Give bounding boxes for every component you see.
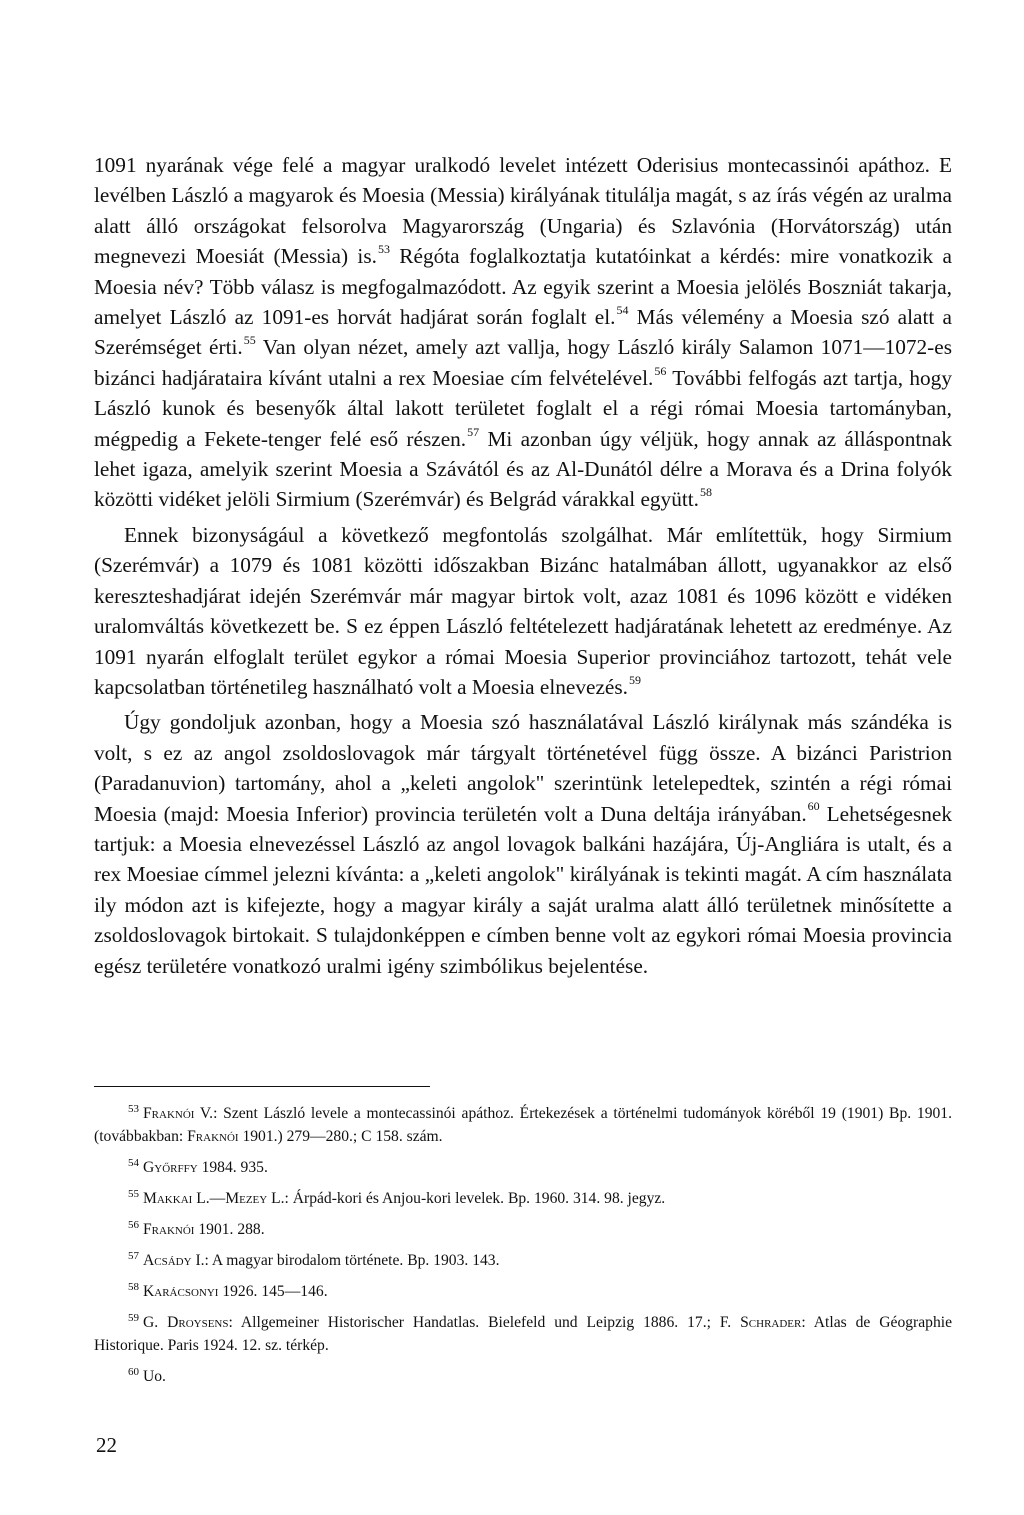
- footnote-item: [94, 1249, 952, 1272]
- footnote-item: [94, 1156, 952, 1179]
- paragraph: [94, 520, 952, 702]
- footnote-text: V.: Szent László levele a montecassinói apáthoz. Értekezések a történelmi tudományok köréből 19 (1901) Bp. 1901. (továbbakban:: [94, 1105, 952, 1145]
- footnote-item: [94, 1365, 952, 1388]
- footnote-reference[interactable]: 53: [377, 242, 390, 257]
- page-number: 22: [96, 1433, 117, 1457]
- footnote-text: 1901.) 279—280.; C 158. szám.: [238, 1128, 443, 1145]
- footnote-reference[interactable]: 59: [629, 672, 641, 687]
- author-name: Acsády: [143, 1252, 192, 1269]
- footnote-number: 55: [128, 1187, 139, 1200]
- footnote-text: I.: A magyar birodalom története. Bp. 1903. 143.: [191, 1252, 500, 1269]
- author-name: Makkai: [143, 1190, 193, 1207]
- footnote-item: [94, 1102, 952, 1148]
- author-name: Fraknói: [143, 1221, 195, 1238]
- text-run: Úgy gondoljuk azonban, hogy a Moesia szó használatával László királynak más szándéka is volt, s ez az angol zsoldoslovagok már tárgyalt történetével függ össze. A bizánci Paristrion (Paradanuvion) tartomány, ahol a „keleti angolok" szerintünk letelepedtek, szintén a régi római Moesia (majd: Moesia Inferior) provincia területén volt a Duna deltája irányában.: [94, 710, 952, 826]
- footnote-reference[interactable]: 57: [467, 424, 480, 439]
- footnote-reference[interactable]: 54: [616, 302, 629, 317]
- footnote-reference[interactable]: 60: [807, 799, 820, 814]
- footnote-text: : Allgemeiner Historischer Handatlas. Bielefeld und Leipzig 1886. 17.; F.: [228, 1314, 741, 1331]
- footnote-reference[interactable]: 58: [700, 485, 713, 500]
- footnotes: [94, 1102, 952, 1396]
- paragraph: [94, 150, 952, 515]
- footnote-reference[interactable]: 55: [243, 333, 256, 348]
- footnote-item: [94, 1187, 952, 1210]
- text-run: Van olyan nézet, amely azt vallja, hogy László király Salamon 1071—1072-es bizánci hadjárataira kívánt utalni a rex Moesiae cím felvételével.: [94, 335, 952, 390]
- footnote-number: 60: [128, 1365, 139, 1378]
- footnote-text: 1926. 145—146.: [218, 1283, 328, 1300]
- footnote-text: : Atlas de Géographie Historique. Paris 1924. 12. sz. térkép.: [94, 1314, 953, 1354]
- footnote-number: 54: [128, 1156, 139, 1169]
- footnote-text: L.: Árpád-kori és Anjou-kori levelek. Bp. 1960. 314. 98. jegyz.: [267, 1190, 666, 1207]
- text-run: További felfogás azt tartja, hogy László kunok és besenyők által lakott területet foglalt el a régi római Moesia tartományban, mégpedig a Fekete-tenger felé eső részen.: [94, 365, 952, 451]
- footnote-separator: [94, 1086, 430, 1087]
- text-run: 1091 nyarának vége felé a magyar uralkodó levelet intézett Oderisius montecassinói apáthoz. E levélben László a magyarok és Moesia (Messia) királyának titulálja magát, s az írás végén az uralma alatt álló országokat felsorolva Magyarország (Ungaria) és Szlavónia (Horvátország) után megnevezi Moesiát (Messia) is.: [94, 153, 952, 269]
- text-run: Lehetségesnek tartjuk: a Moesia elnevezéssel László az angol lovagok balkáni hazájára, Új-Angliára is utalt, és a rex Moesiae címmel jelezni kívánta: a „keleti angolok" királyának is tekinti magát. A cím használata ily módon azt is kifejezte, hogy a magyar király a saját uralma alatt álló területnek minősítette a zsoldoslovagok birtokait. S tulajdonképpen e címben benne volt az egykori római Moesia provincia egész területére vonatkozó uralmi igény szimbólikus bejelentése.: [94, 801, 953, 978]
- footnote-text: 1901. 288.: [194, 1221, 265, 1238]
- footnote-item: [94, 1280, 952, 1303]
- text-run: Régóta foglalkoztatja kutatóinkat a kérdés: mire vonatkozik a Moesia név? Több válasz is megfogalmazódott. Az egyik szerint a Moesia jelölés Boszniát takarja, amelyet László az 1091-es horvát hadjárat során foglalt el.: [94, 244, 953, 330]
- footnote-reference[interactable]: 56: [654, 363, 667, 378]
- footnote-number: 58: [128, 1280, 139, 1293]
- text-run: Mi azonban úgy véljük, hogy annak az álláspontnak lehet igaza, amelyik szerint Moesia a Szávától és az Al-Dunától délre a Morava és a Drina folyók közötti vidéket jelöli Sirmium (Szerémvár) és Belgrád várakkal együtt.: [94, 426, 953, 512]
- footnote-item: [94, 1218, 952, 1241]
- author-name: Győrffy: [143, 1159, 198, 1176]
- main-text: [94, 150, 952, 986]
- author-name: Schrader: [740, 1314, 802, 1331]
- author-name: Fraknói: [187, 1128, 239, 1145]
- text-run: Más vélemény a Moesia szó alatt a Szerémséget érti.: [94, 305, 952, 360]
- footnote-number: 56: [128, 1218, 139, 1231]
- author-name: Droysens: [167, 1314, 229, 1331]
- footnote-text: 1984. 935.: [197, 1159, 268, 1176]
- footnote-item: [94, 1311, 952, 1357]
- footnote-text: Uo.: [143, 1368, 166, 1385]
- footnote-number: 57: [128, 1249, 139, 1262]
- footnote-number: 53: [128, 1102, 139, 1115]
- author-name: Mezey: [225, 1190, 268, 1207]
- paragraph: [94, 707, 952, 981]
- footnote-text: L.—: [192, 1190, 226, 1207]
- author-name: Fraknói: [143, 1105, 195, 1122]
- author-name: Karácsonyi: [143, 1283, 219, 1300]
- text-run: Ennek bizonyságául a következő megfontolás szolgálhat. Már említettük, hogy Sirmium (Szerémvár) a 1079 és 1081 közötti időszakban Bizánc hatalmában állott, ugyanakkor az első kereszteshadjárat idején Szerémvár már magyar birtok volt, azaz 1081 és 1096 között e vidéken uralomváltás következett be. S ez éppen László feltételezett hadjáratának lehetett az eredménye. Az 1091 nyarán elfoglalt terület egykor a római Moesia Superior provinciához tartozott, tehát vele kapcsolatban történetileg használható volt a Moesia elnevezés.: [94, 522, 952, 699]
- footnote-text: G.: [143, 1314, 168, 1331]
- footnote-number: 59: [128, 1311, 139, 1324]
